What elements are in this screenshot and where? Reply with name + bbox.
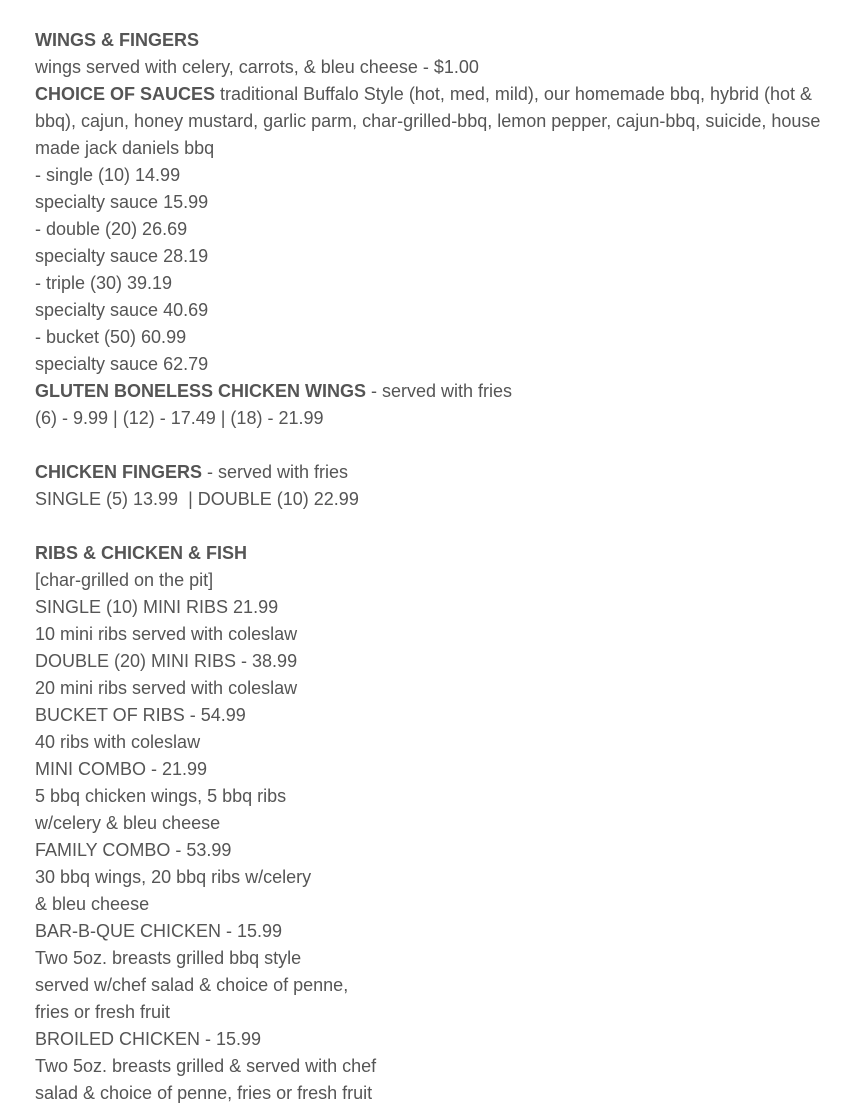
chicken-fingers-prices: SINGLE (5) 13.99 | DOUBLE (10) 22.99 xyxy=(35,489,359,509)
wings-price-line: specialty sauce 15.99 xyxy=(35,192,209,212)
ribs-line: DOUBLE (20) MINI RIBS - 38.99 xyxy=(35,651,298,671)
wings-price-line: - double (20) 26.69 xyxy=(35,219,188,239)
ribs-line: SINGLE (10) MINI RIBS 21.99 xyxy=(35,597,279,617)
ribs-line: [char-grilled on the pit] xyxy=(35,570,214,590)
ribs-line: FAMILY COMBO - 53.99 xyxy=(35,840,232,860)
wings-price-line: specialty sauce 40.69 xyxy=(35,300,209,320)
chicken-fingers-line xyxy=(35,459,830,486)
ribs-line: 20 mini ribs served with coleslaw xyxy=(35,678,298,698)
gluten-wings-line xyxy=(35,378,830,405)
wings-price-line: - triple (30) 39.19 xyxy=(35,273,173,293)
ribs-line: & bleu cheese xyxy=(35,894,150,914)
ribs-line: 40 ribs with coleslaw xyxy=(35,732,201,752)
ribs-line: BUCKET OF RIBS - 54.99 xyxy=(35,705,246,725)
gluten-wings-note: - served with fries xyxy=(366,381,513,401)
ribs-line: w/celery & bleu cheese xyxy=(35,813,221,833)
ribs-line: served w/chef salad & choice of penne, xyxy=(35,975,349,995)
wings-intro: wings served with celery, carrots, & bleu cheese - $1.00 xyxy=(35,57,479,77)
sauces-paragraph xyxy=(35,81,830,162)
gluten-wings-prices: (6) - 9.99 | (12) - 17.49 | (18) - 21.99 xyxy=(35,408,324,428)
spacer xyxy=(35,432,830,459)
sauces-list: traditional Buffalo Style (hot, med, mild), our homemade bbq, hybrid (hot & bbq), cajun, honey mustard, garlic parm, char-grilled-bbq, lemon pepper, cajun-bbq, suicide, house made jack daniels bbq xyxy=(35,84,826,158)
wings-price-line: - bucket (50) 60.99 xyxy=(35,327,187,347)
ribs-line: 30 bbq wings, 20 bbq ribs w/celery xyxy=(35,867,312,887)
ribs-line: fries or fresh fruit xyxy=(35,1002,171,1022)
spacer xyxy=(35,513,830,540)
wings-heading: WINGS & FINGERS xyxy=(35,30,200,50)
ribs-line: Two 5oz. breasts grilled bbq style xyxy=(35,948,302,968)
ribs-line: BROILED CHICKEN - 15.99 xyxy=(35,1029,262,1049)
ribs-line: Two 5oz. breasts grilled & served with chef xyxy=(35,1056,377,1076)
wings-price-line: specialty sauce 28.19 xyxy=(35,246,209,266)
wings-price-line: - single (10) 14.99 xyxy=(35,165,181,185)
ribs-heading: RIBS & CHICKEN & FISH xyxy=(35,543,248,563)
chicken-fingers-label: CHICKEN FINGERS xyxy=(35,462,203,482)
ribs-line: BAR-B-QUE CHICKEN - 15.99 xyxy=(35,921,283,941)
ribs-line: 10 mini ribs served with coleslaw xyxy=(35,624,298,644)
ribs-line: salad & choice of penne, fries or fresh fruit xyxy=(35,1083,373,1103)
sauces-label: CHOICE OF SAUCES xyxy=(35,84,216,104)
wings-price-line: specialty sauce 62.79 xyxy=(35,354,209,374)
menu-text xyxy=(35,27,830,1107)
chicken-fingers-note: - served with fries xyxy=(202,462,349,482)
gluten-wings-label: GLUTEN BONELESS CHICKEN WINGS xyxy=(35,381,367,401)
ribs-line: MINI COMBO - 21.99 xyxy=(35,759,208,779)
ribs-line: 5 bbq chicken wings, 5 bbq ribs xyxy=(35,786,287,806)
